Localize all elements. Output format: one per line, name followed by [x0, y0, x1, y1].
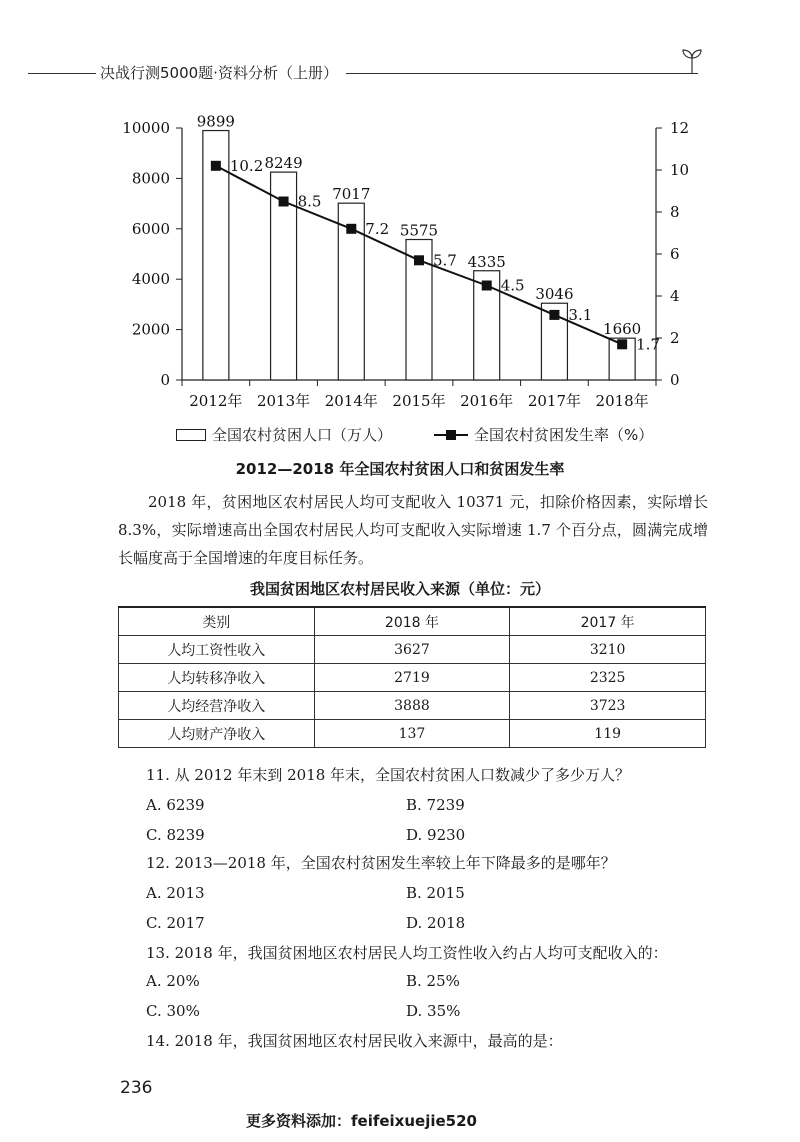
running-header [0, 60, 800, 88]
cell-2017: 3210 [510, 636, 706, 664]
cell-2018: 137 [314, 720, 510, 748]
x-category-label: 2015年 [392, 392, 446, 410]
cell-2018: 3888 [314, 692, 510, 720]
bar-value-label: 5575 [399, 221, 439, 240]
right-tick-label: 4 [670, 287, 680, 305]
rate-value-label: 8.5 [297, 192, 322, 211]
rate-value-label: 3.1 [568, 305, 593, 324]
row-label: 人均工资性收入 [119, 636, 315, 664]
question-12: 12. 2013—2018 年，全国农村贫困发生率较上年下降最多的是哪年？ [146, 854, 616, 872]
x-category-label: 2013年 [256, 392, 311, 410]
option: B. 7239 [406, 796, 465, 814]
bar-value-label: 7017 [332, 185, 371, 204]
cell-2017: 119 [510, 720, 706, 748]
cell-2018: 3627 [314, 636, 510, 664]
left-tick-label: 2000 [131, 320, 170, 339]
rate-value-label: 10.2 [229, 156, 264, 175]
rate-value-label: 1.7 [636, 335, 661, 354]
rate-value-label: 5.7 [433, 251, 457, 270]
table-row [119, 664, 706, 692]
option: C. 8239 [146, 826, 205, 844]
page-number: 236 [120, 1078, 153, 1098]
legend-line-label: 全国农村贫困发生率（%） [474, 426, 654, 444]
table-title: 我国贫困地区农村居民收入来源（单位：元） [249, 580, 550, 598]
rate-point [617, 339, 627, 349]
row-label: 人均经营净收入 [119, 692, 315, 720]
rate-value-label: 7.2 [365, 219, 390, 238]
x-category-label: 2016年 [460, 392, 514, 410]
x-category-label: 2014年 [324, 392, 378, 410]
x-category-label: 2018年 [595, 392, 649, 410]
right-tick-label: 12 [670, 119, 690, 137]
rate-value-label: 4.5 [500, 276, 525, 295]
option: A. 2013 [146, 884, 205, 902]
bar-value-label: 8249 [264, 154, 303, 173]
question-13: 13. 2018 年，我国贫困地区农村居民人均工资性收入约占人均可支配收入的： [146, 944, 668, 962]
option: C. 2017 [146, 914, 205, 932]
rate-point [414, 255, 424, 265]
table-row [119, 720, 706, 748]
table-row [119, 692, 706, 720]
x-category-label: 2017年 [527, 392, 582, 410]
row-label: 人均财产净收入 [119, 720, 315, 748]
legend-bar-label: 全国农村贫困人口（万人） [212, 426, 393, 444]
question-14: 14. 2018 年，我国贫困地区农村居民收入来源中，最高的是： [146, 1032, 563, 1050]
cell-2017: 3723 [510, 692, 706, 720]
header-rule-right [346, 73, 698, 74]
table-row [119, 636, 706, 664]
option: D. 35% [406, 1002, 461, 1020]
right-tick-label: 10 [670, 161, 690, 179]
sprout-icon [680, 46, 704, 76]
option: D. 9230 [406, 826, 466, 844]
header-rule-left [28, 73, 96, 74]
rate-point [549, 310, 559, 320]
option: A. 20% [146, 972, 200, 990]
right-tick-label: 8 [670, 203, 680, 221]
right-tick-label: 0 [670, 371, 680, 389]
col-header-2017: 2017 年 [510, 607, 706, 636]
col-header-2018: 2018 年 [314, 607, 510, 636]
legend-bar-swatch [176, 429, 206, 441]
table-header-row [119, 607, 706, 636]
income-source-table [118, 606, 706, 748]
left-tick-label: 4000 [131, 270, 170, 289]
option: D. 2018 [406, 914, 466, 932]
option: B. 2015 [406, 884, 465, 902]
right-tick-label: 6 [670, 245, 680, 263]
footer-note: 更多资料添加：feifeixuejie520 [246, 1112, 477, 1130]
rate-point [279, 197, 289, 207]
rate-point [346, 224, 356, 234]
left-tick-label: 0 [160, 371, 170, 389]
bar-value-label: 9899 [196, 112, 235, 131]
chart-legend [176, 424, 653, 445]
poverty-combo-chart [0, 100, 800, 418]
rate-point [482, 281, 492, 291]
body-paragraph: 2018 年，贫困地区农村居民人均可支配收入 10371 元，扣除价格因素，实际增长 8.3%，实际增速高出全国农村居民人均可支配收入实际增速 1.7 个百分点，圆满完成增长幅度高于全国增速的年度目标任务。 [118, 493, 708, 567]
x-category-label: 2012年 [189, 392, 243, 410]
left-tick-label: 10000 [122, 119, 170, 137]
cell-2017: 2325 [510, 664, 706, 692]
left-tick-label: 8000 [131, 169, 170, 188]
left-tick-label: 6000 [131, 219, 170, 238]
bar-value-label: 3046 [535, 285, 574, 304]
legend-line-swatch [434, 429, 468, 441]
bar-value-label: 1660 [603, 320, 642, 339]
question-11: 11. 从 2012 年末到 2018 年末，全国农村贫困人口数减少了多少万人？ [146, 766, 631, 784]
right-tick-label: 2 [670, 329, 680, 347]
option: C. 30% [146, 1002, 200, 1020]
row-label: 人均转移净收入 [119, 664, 315, 692]
option: A. 6239 [146, 796, 205, 814]
book-title: 决战行测5000题·资料分析（上册） [100, 64, 338, 82]
cell-2018: 2719 [314, 664, 510, 692]
bar-value-label: 4335 [467, 252, 506, 271]
rate-point [211, 161, 221, 171]
chart-title: 2012—2018 年全国农村贫困人口和贫困发生率 [235, 460, 565, 478]
option: B. 25% [406, 972, 460, 990]
col-header-category: 类别 [119, 607, 315, 636]
